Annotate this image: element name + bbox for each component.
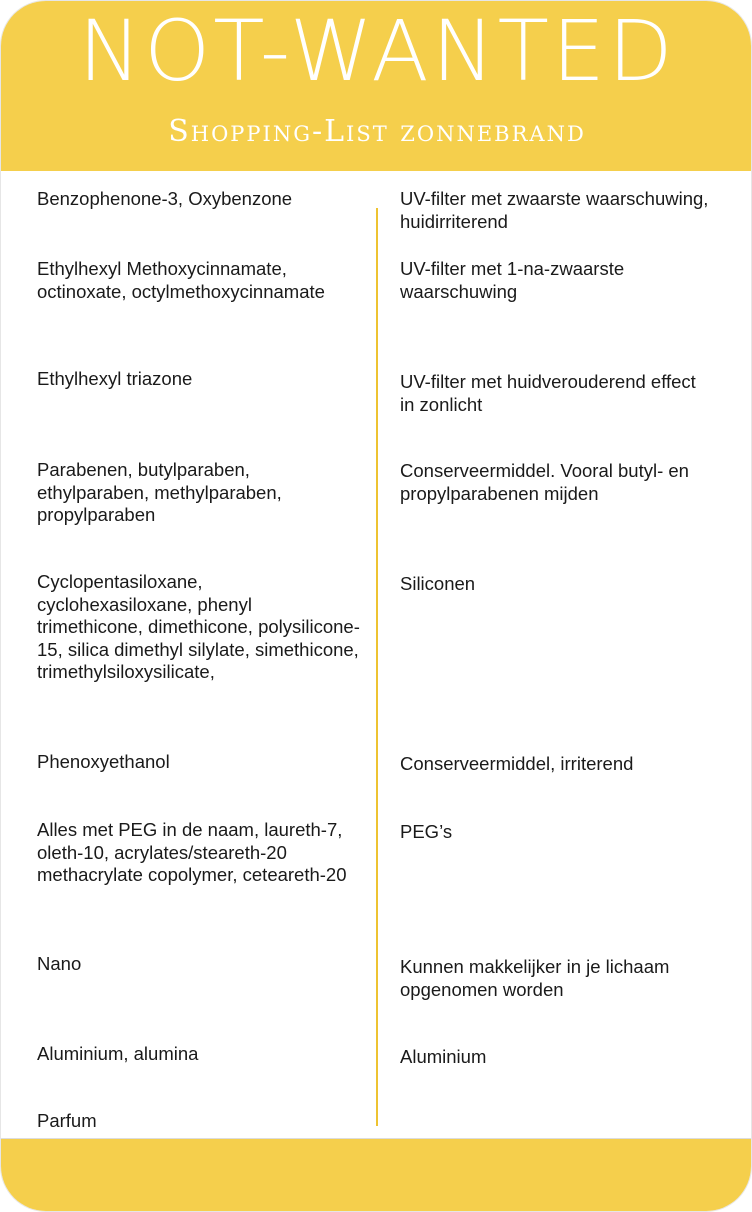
ingredient-cell: Parabenen, butylparaben, ethylparaben, methylparaben, propylparaben bbox=[37, 459, 282, 525]
reason-cell: Conserveermiddel, irriterend bbox=[400, 753, 634, 774]
header-banner bbox=[1, 1, 752, 171]
reason-cell: Kunnen makkelijker in je lichaam opgenomen worden bbox=[400, 956, 670, 1000]
page-subtitle: Shopping-List zonnebrand bbox=[168, 114, 586, 149]
page-title: NOT-WANTED bbox=[78, 2, 676, 100]
ingredient-cell: Nano bbox=[37, 953, 82, 974]
reason-cell: PEG’s bbox=[400, 821, 453, 842]
ingredient-cell: Phenoxyethanol bbox=[37, 751, 170, 772]
column-divider bbox=[376, 208, 378, 1126]
footer-banner bbox=[1, 1139, 752, 1212]
reason-cell: UV-filter met huidverouderend effect in zonlicht bbox=[400, 371, 696, 415]
reason-cell: Siliconen bbox=[400, 573, 476, 594]
reason-cell: Aluminium bbox=[400, 1046, 487, 1067]
ingredient-cell: Parfum bbox=[37, 1110, 97, 1131]
ingredient-cell: Benzophenone-3, Oxybenzone bbox=[37, 188, 293, 209]
ingredient-cell: Alles met PEG in de naam, laureth-7, oleth-10, acrylates/steareth-20 methacrylate copolymer, ceteareth-20 bbox=[37, 819, 347, 885]
reason-cell: UV-filter met 1-na-zwaarste waarschuwing bbox=[400, 258, 625, 302]
ingredient-cell: Aluminium, alumina bbox=[37, 1043, 199, 1064]
reason-cell: Conserveermiddel. Vooral butyl- en propylparabenen mijden bbox=[400, 460, 689, 504]
reason-cell: UV-filter met zwaarste waarschuwing, huidirriterend bbox=[400, 188, 709, 232]
ingredient-cell: Ethylhexyl Methoxycinnamate, octinoxate, octylmethoxycinnamate bbox=[37, 258, 325, 302]
ingredient-cell: Cyclopentasiloxane, cyclohexasiloxane, phenyl trimethicone, dimethicone, polysilicone-15, silica dimethyl silylate, simethicone, trimethylsiloxysilicate, bbox=[37, 571, 360, 682]
ingredient-cell: Ethylhexyl triazone bbox=[37, 368, 193, 389]
